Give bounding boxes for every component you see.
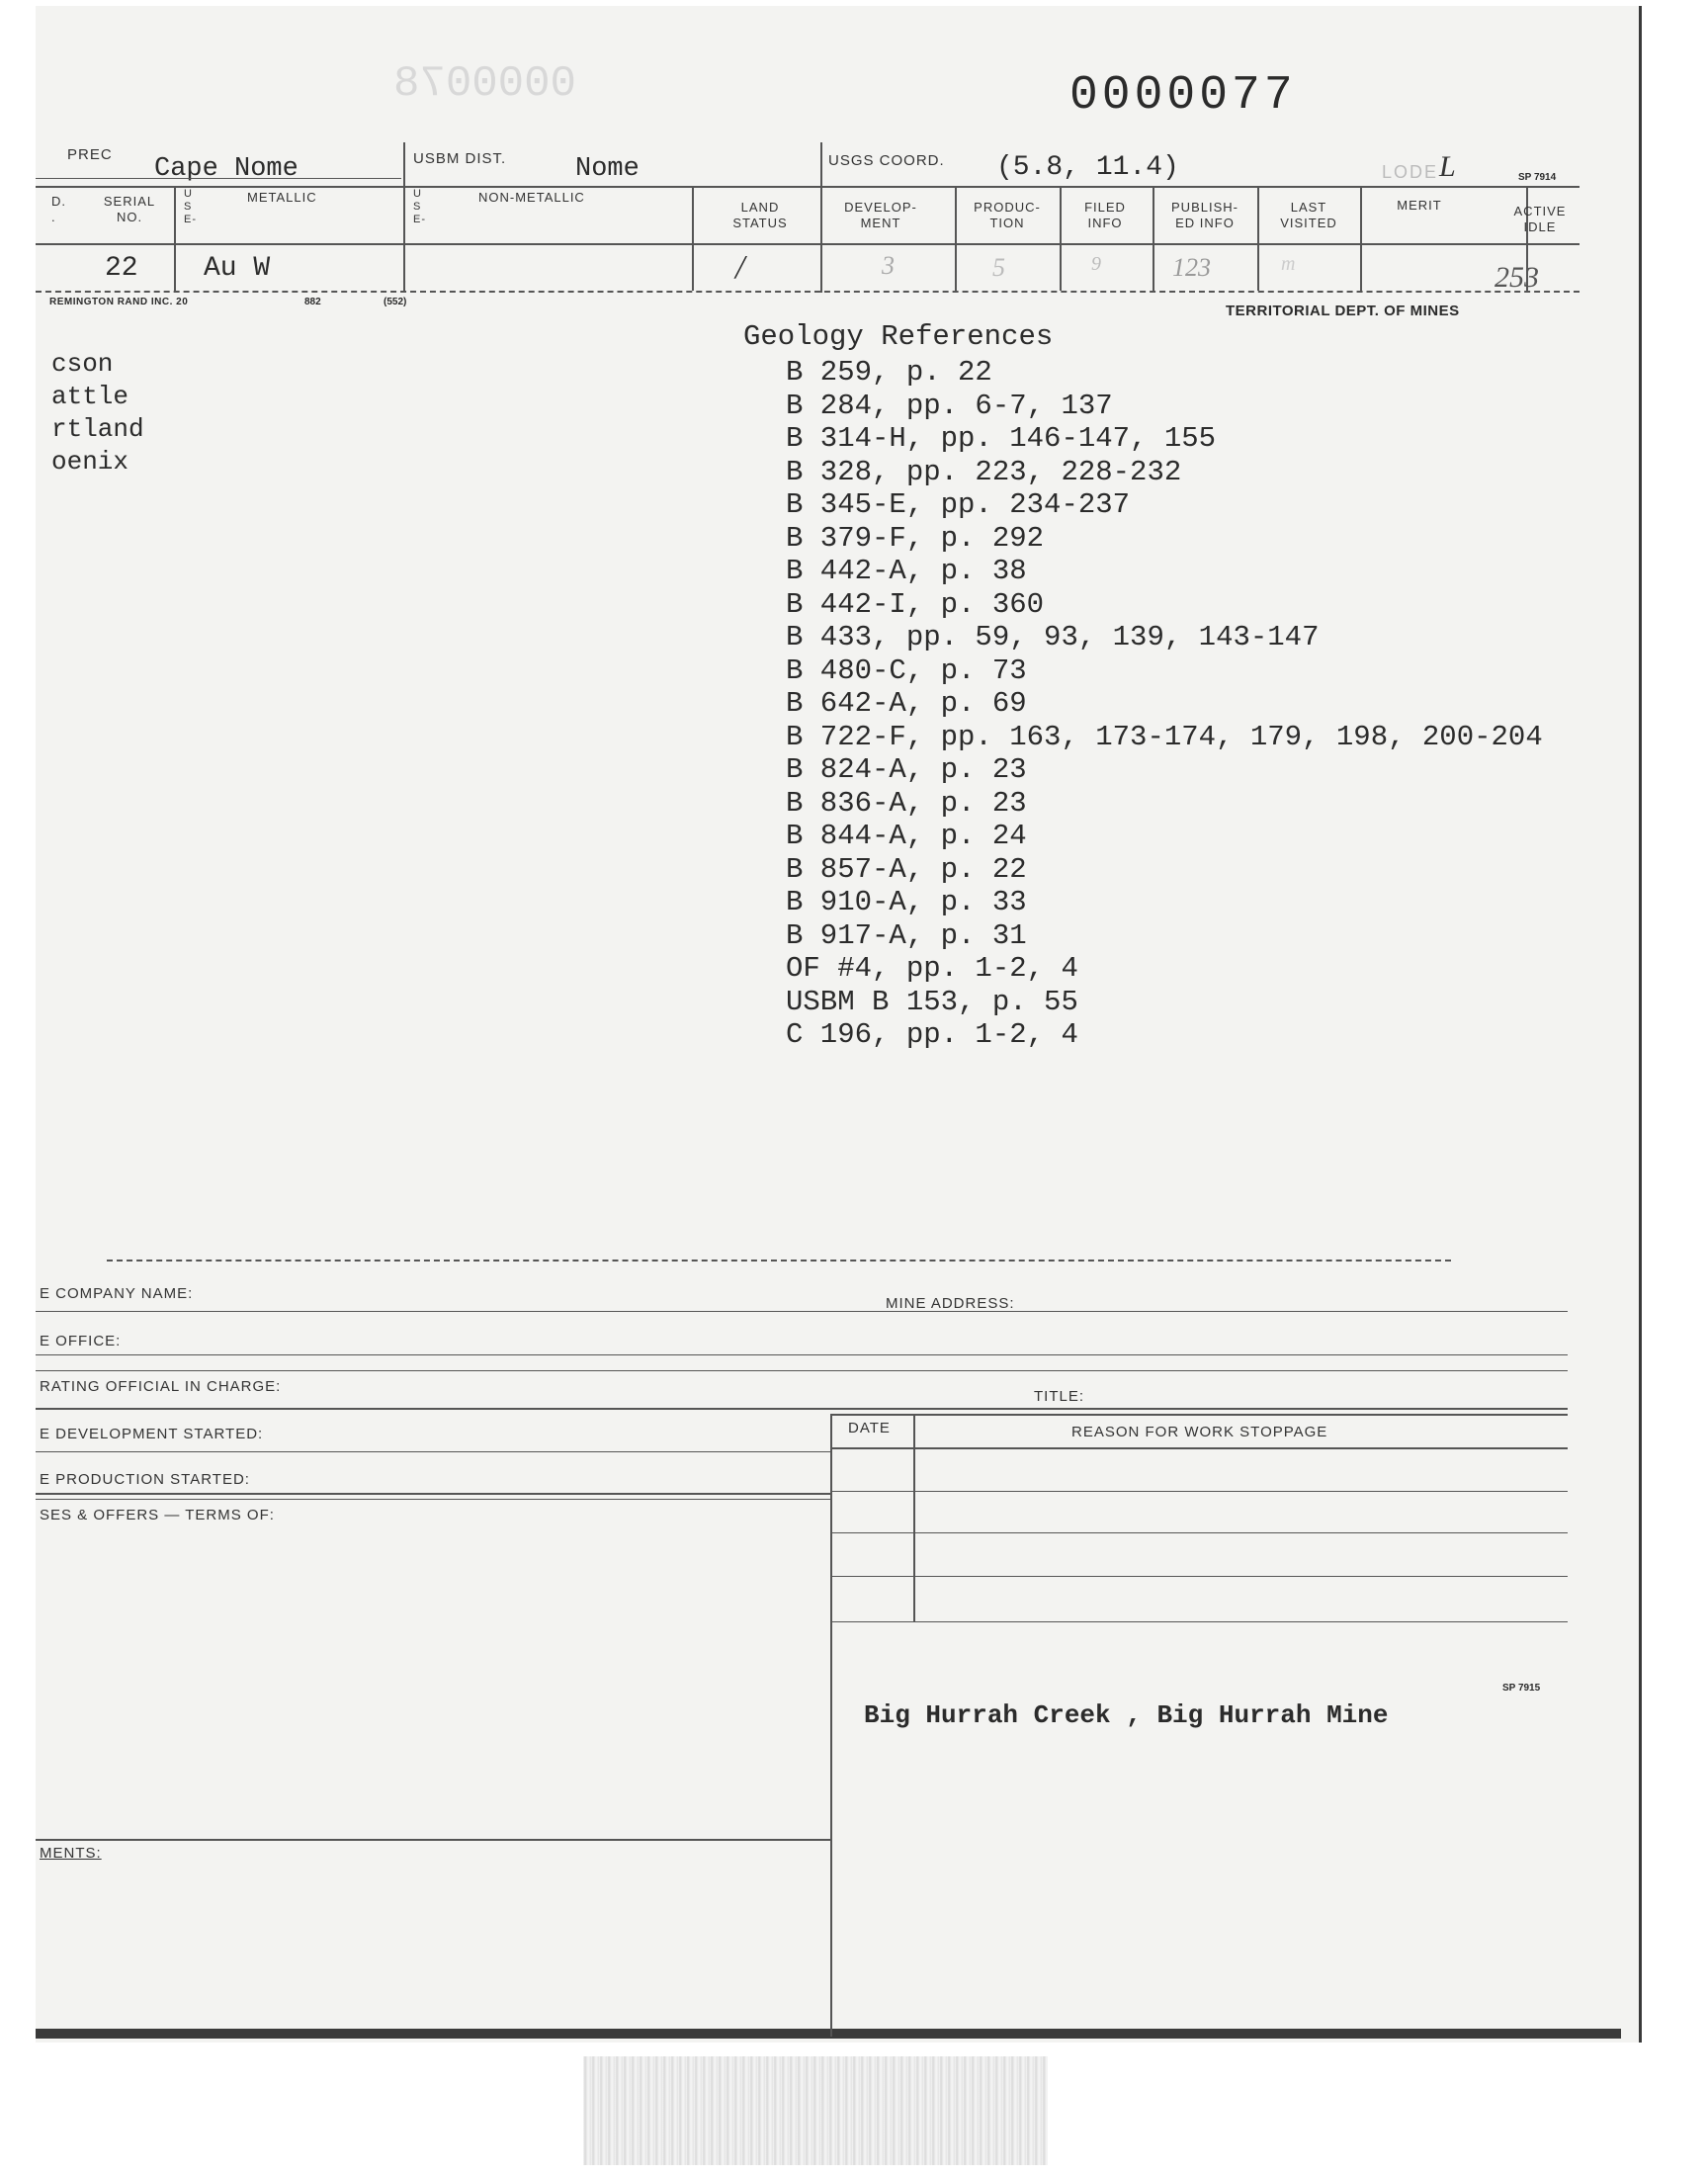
reference-item: OF #4, pp. 1-2, 4 bbox=[786, 952, 1078, 985]
reason-label: REASON FOR WORK STOPPAGE bbox=[1071, 1424, 1328, 1440]
reference-item: B 722-F, pp. 163, 173-174, 179, 198, 200-204 bbox=[786, 720, 1543, 753]
city-item: oenix bbox=[51, 447, 129, 477]
reference-item: B 824-A, p. 23 bbox=[786, 753, 1027, 786]
header-top-rule bbox=[36, 186, 1580, 188]
last-visited-label: LAST VISITED bbox=[1280, 200, 1337, 230]
header-bottom-rule bbox=[36, 243, 1580, 245]
printer-name: REMINGTON RAND INC. 20 bbox=[49, 297, 189, 307]
production-value: 5 bbox=[992, 253, 1005, 282]
comments-label: MENTS: bbox=[40, 1845, 102, 1862]
reference-item: USBM B 153, p. 55 bbox=[786, 985, 1078, 1018]
reference-item: B 910-A, p. 33 bbox=[786, 886, 1027, 918]
metallic-label: METALLIC bbox=[247, 190, 317, 205]
merit-label: MERIT bbox=[1397, 198, 1442, 213]
metallic-value: Au W bbox=[204, 253, 271, 284]
leases-offers-label: SES & OFFERS — TERMS OF: bbox=[40, 1507, 275, 1523]
use-letters-nonmetallic: U S E- bbox=[413, 188, 426, 225]
active-idle-label: ACTIVE IDLE bbox=[1513, 204, 1567, 234]
active-idle-value: 253 bbox=[1494, 261, 1539, 294]
serial-no-value: 22 bbox=[105, 253, 138, 284]
lower-form-divider bbox=[830, 1414, 832, 2037]
city-list bbox=[51, 348, 144, 478]
usbm-dist-value: Nome bbox=[575, 154, 640, 184]
card-bottom-edge bbox=[36, 2029, 1621, 2039]
usbm-dist-label: USBM DIST. bbox=[413, 150, 507, 167]
company-name-label: E COMPANY NAME: bbox=[40, 1285, 194, 1302]
lode-value: L bbox=[1439, 150, 1456, 183]
official-label: RATING OFFICIAL IN CHARGE: bbox=[40, 1378, 282, 1395]
land-status-value: / bbox=[735, 249, 745, 286]
use-letters-metallic: U S E- bbox=[184, 188, 197, 225]
reference-item: B 442-I, p. 360 bbox=[786, 587, 1045, 621]
reference-item: B 314-H, pp. 146-147, 155 bbox=[786, 422, 1217, 455]
references-title: Geology References bbox=[743, 320, 1054, 353]
reference-item: B 328, pp. 223, 228-232 bbox=[786, 455, 1182, 488]
serial-label: SERIAL bbox=[103, 194, 156, 209]
last-visited-value: m bbox=[1281, 253, 1296, 275]
mirrored-serial-number: 0000078 bbox=[393, 59, 576, 109]
development-started-label: E DEVELOPMENT STARTED: bbox=[40, 1426, 264, 1442]
city-item: rtland bbox=[51, 414, 144, 444]
department-name: TERRITORIAL DEPT. OF MINES bbox=[1226, 303, 1460, 319]
filed-info-value: 9 bbox=[1091, 253, 1101, 275]
lode-label: LODE bbox=[1382, 162, 1439, 182]
reference-item: B 844-A, p. 24 bbox=[786, 820, 1027, 852]
date-label: DATE bbox=[848, 1420, 891, 1436]
reference-item: B 345-E, pp. 234-237 bbox=[786, 488, 1131, 521]
prec-value: Cape Nome bbox=[154, 154, 299, 184]
development-value: 3 bbox=[882, 251, 895, 280]
reference-item: B 442-A, p. 38 bbox=[786, 555, 1027, 587]
reference-item: B 284, pp. 6-7, 137 bbox=[786, 389, 1113, 422]
reference-item: B 379-F, p. 292 bbox=[786, 521, 1045, 555]
reference-item: B 259, p. 22 bbox=[786, 356, 992, 389]
serial-label-left: D. bbox=[51, 194, 66, 209]
printer-code-2: (552) bbox=[384, 297, 407, 307]
reference-item: B 642-A, p. 69 bbox=[786, 687, 1027, 720]
divider bbox=[403, 142, 405, 293]
usgs-coord-label: USGS COORD. bbox=[828, 152, 945, 169]
scan-artifact bbox=[583, 2056, 1048, 2165]
office-label: E OFFICE: bbox=[40, 1333, 122, 1349]
references-list bbox=[786, 356, 1543, 1052]
non-metallic-label: NON-METALLIC bbox=[478, 190, 585, 205]
fold-dashed-rule bbox=[107, 1260, 1451, 1262]
serial-label-left2: . bbox=[51, 210, 56, 224]
land-status-label: LAND STATUS bbox=[732, 200, 788, 230]
form-code-bottom: SP 7915 bbox=[1502, 1683, 1541, 1694]
reference-item: B 836-A, p. 23 bbox=[786, 786, 1027, 820]
development-label: DEVELOP- MENT bbox=[844, 200, 917, 230]
published-info-label: PUBLISH- ED INFO bbox=[1171, 200, 1238, 230]
published-info-value: 123 bbox=[1172, 253, 1211, 282]
reference-item: B 857-A, p. 22 bbox=[786, 852, 1027, 886]
title-label: TITLE: bbox=[1034, 1388, 1085, 1405]
usgs-coord-value: (5.8, 11.4) bbox=[996, 152, 1179, 183]
production-label: PRODUC- TION bbox=[974, 200, 1041, 230]
reference-item: B 480-C, p. 73 bbox=[786, 653, 1027, 687]
reference-item: B 917-A, p. 31 bbox=[786, 918, 1027, 952]
row-dashed-rule bbox=[36, 291, 1580, 293]
mine-address-label: MINE ADDRESS: bbox=[886, 1295, 1015, 1312]
location-text: Big Hurrah Creek , Big Hurrah Mine bbox=[864, 1700, 1389, 1730]
city-item: cson bbox=[51, 349, 114, 379]
prec-label: PREC bbox=[67, 146, 113, 163]
printer-code-1: 882 bbox=[304, 297, 321, 307]
production-started-label: E PRODUCTION STARTED: bbox=[40, 1471, 250, 1488]
serial-label-2: NO. bbox=[116, 210, 143, 224]
serial-number: 0000077 bbox=[1069, 69, 1297, 123]
city-item: attle bbox=[51, 382, 129, 411]
form-code-top: SP 7914 bbox=[1518, 172, 1557, 183]
reference-item: C 196, pp. 1-2, 4 bbox=[786, 1018, 1078, 1051]
reference-item: B 433, pp. 59, 93, 139, 143-147 bbox=[786, 621, 1320, 653]
filed-info-label: FILED INFO bbox=[1084, 200, 1126, 230]
